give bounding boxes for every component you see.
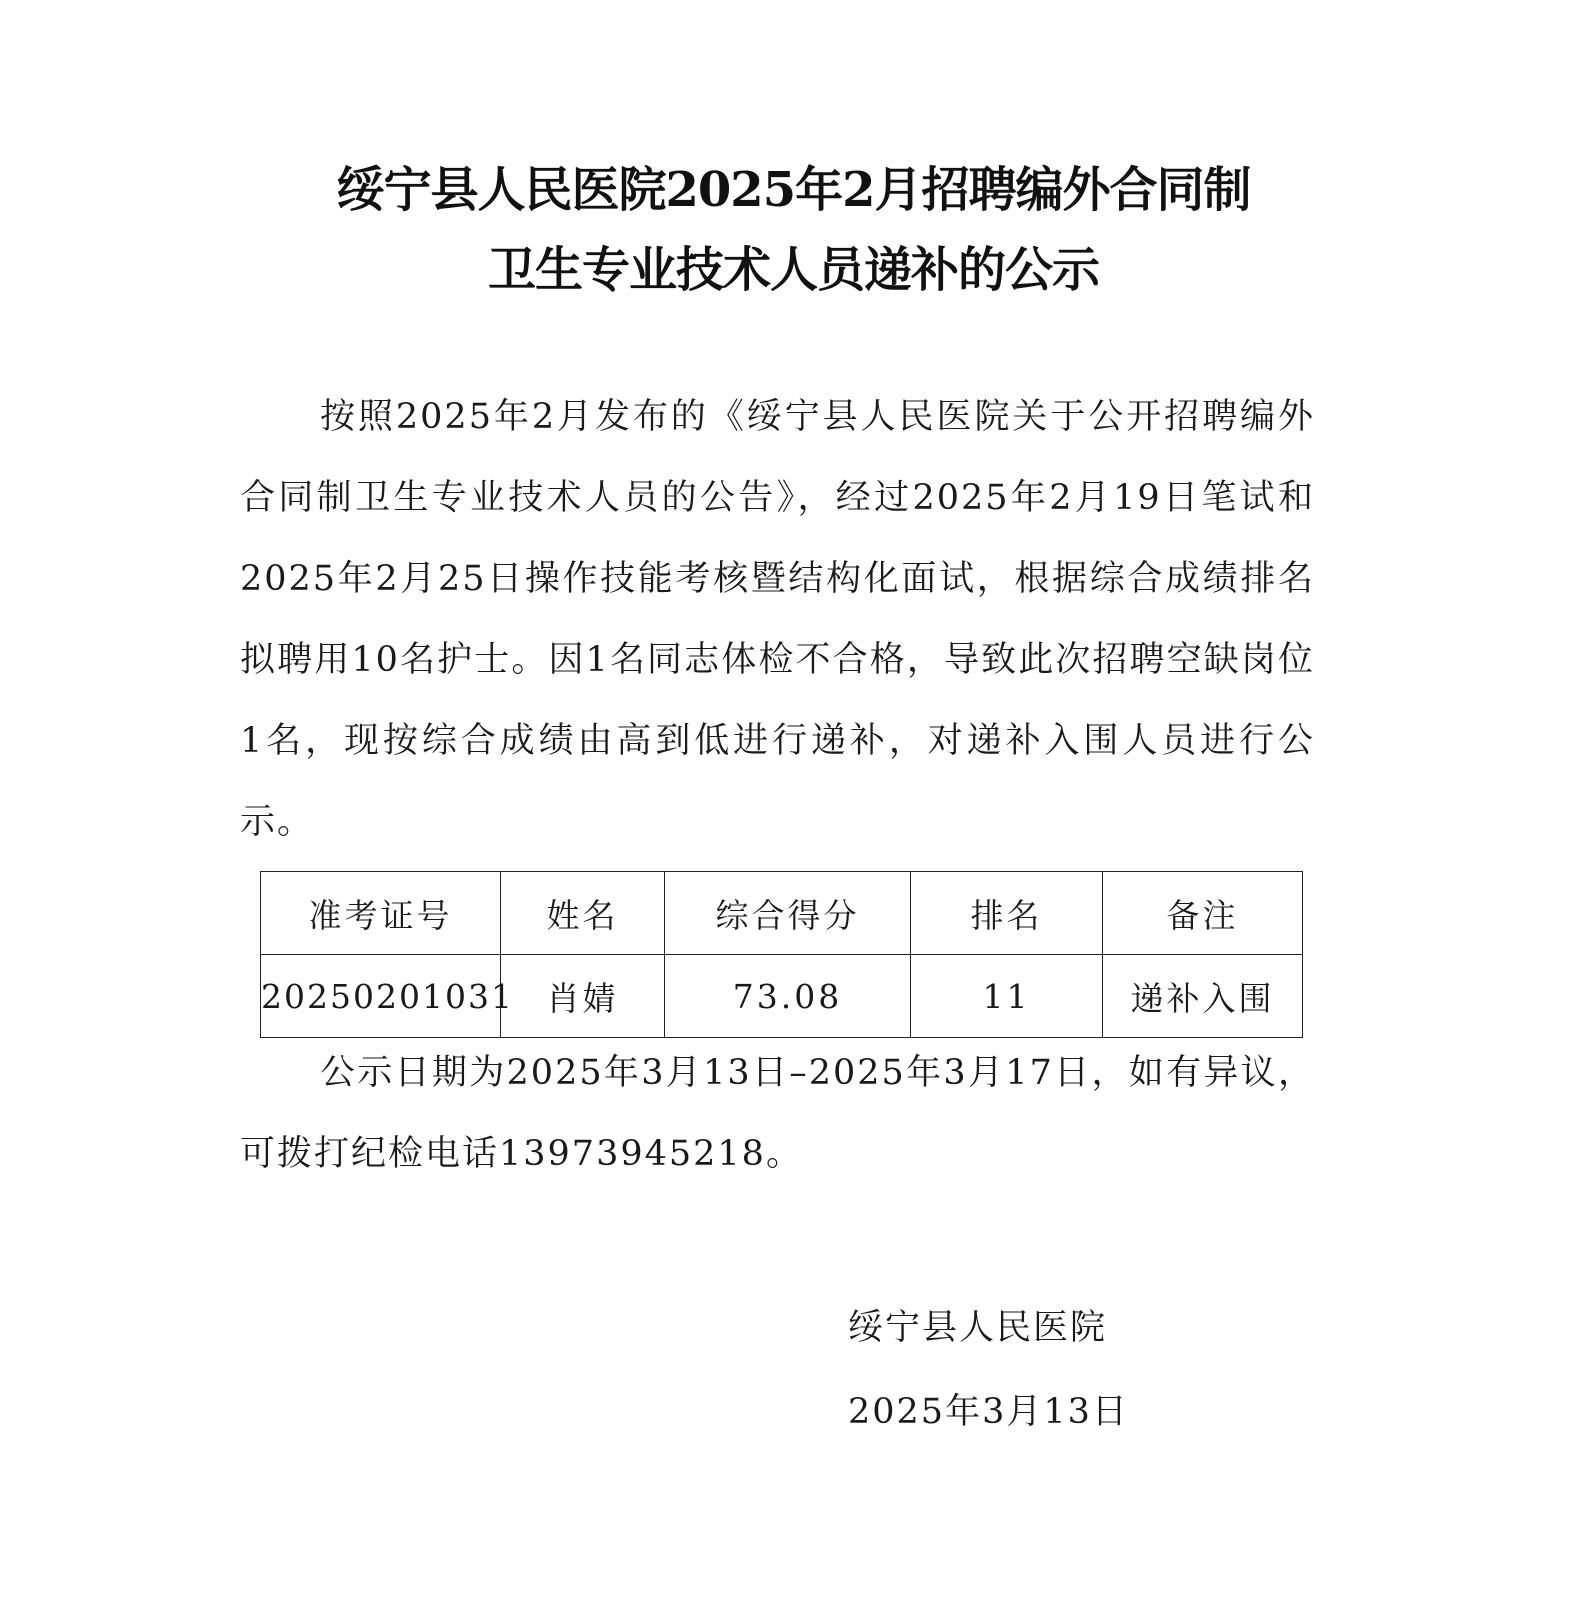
cell-remark: 递补入围 [1103, 955, 1303, 1038]
candidate-table [260, 871, 1303, 1038]
document-title-line2: 卫生专业技术人员递补的公示 [487, 242, 1099, 298]
table-header-row [261, 872, 1303, 955]
header-remark: 备注 [1103, 872, 1303, 955]
header-total-score: 综合得分 [665, 872, 911, 955]
header-exam-number: 准考证号 [261, 872, 501, 955]
header-name: 姓名 [501, 872, 665, 955]
signature-date: 2025年3月13日 [848, 1392, 1129, 1432]
cell-rank: 11 [911, 955, 1103, 1038]
cell-total-score: 73.08 [665, 955, 911, 1038]
cell-exam-number: 20250201031 [261, 955, 501, 1038]
cell-name: 肖婧 [501, 955, 665, 1038]
table-row [261, 955, 1303, 1038]
document-title-line1: 绥宁县人民医院2025年2月招聘编外合同制 [336, 162, 1251, 218]
signature-organization: 绥宁县人民医院 [848, 1308, 1108, 1348]
header-rank: 排名 [911, 872, 1103, 955]
publicity-period-paragraph: 公示日期为2025年3月13日–2025年3月17日，如有异议，可拨打纪检电话13973945218。 [240, 1053, 1315, 1174]
announcement-paragraph: 按照2025年2月发布的《绥宁县人民医院关于公开招聘编外合同制卫生专业技术人员的公告》，经过2025年2月19日笔试和2025年2月25日操作技能考核暨结构化面试，根据综合成绩排名拟聘用10名护士。因1名同志体检不合格，导致此次招聘空缺岗位1名，现按综合成绩由高到低进行递补，对递补入围人员进行公示。 [240, 397, 1315, 842]
